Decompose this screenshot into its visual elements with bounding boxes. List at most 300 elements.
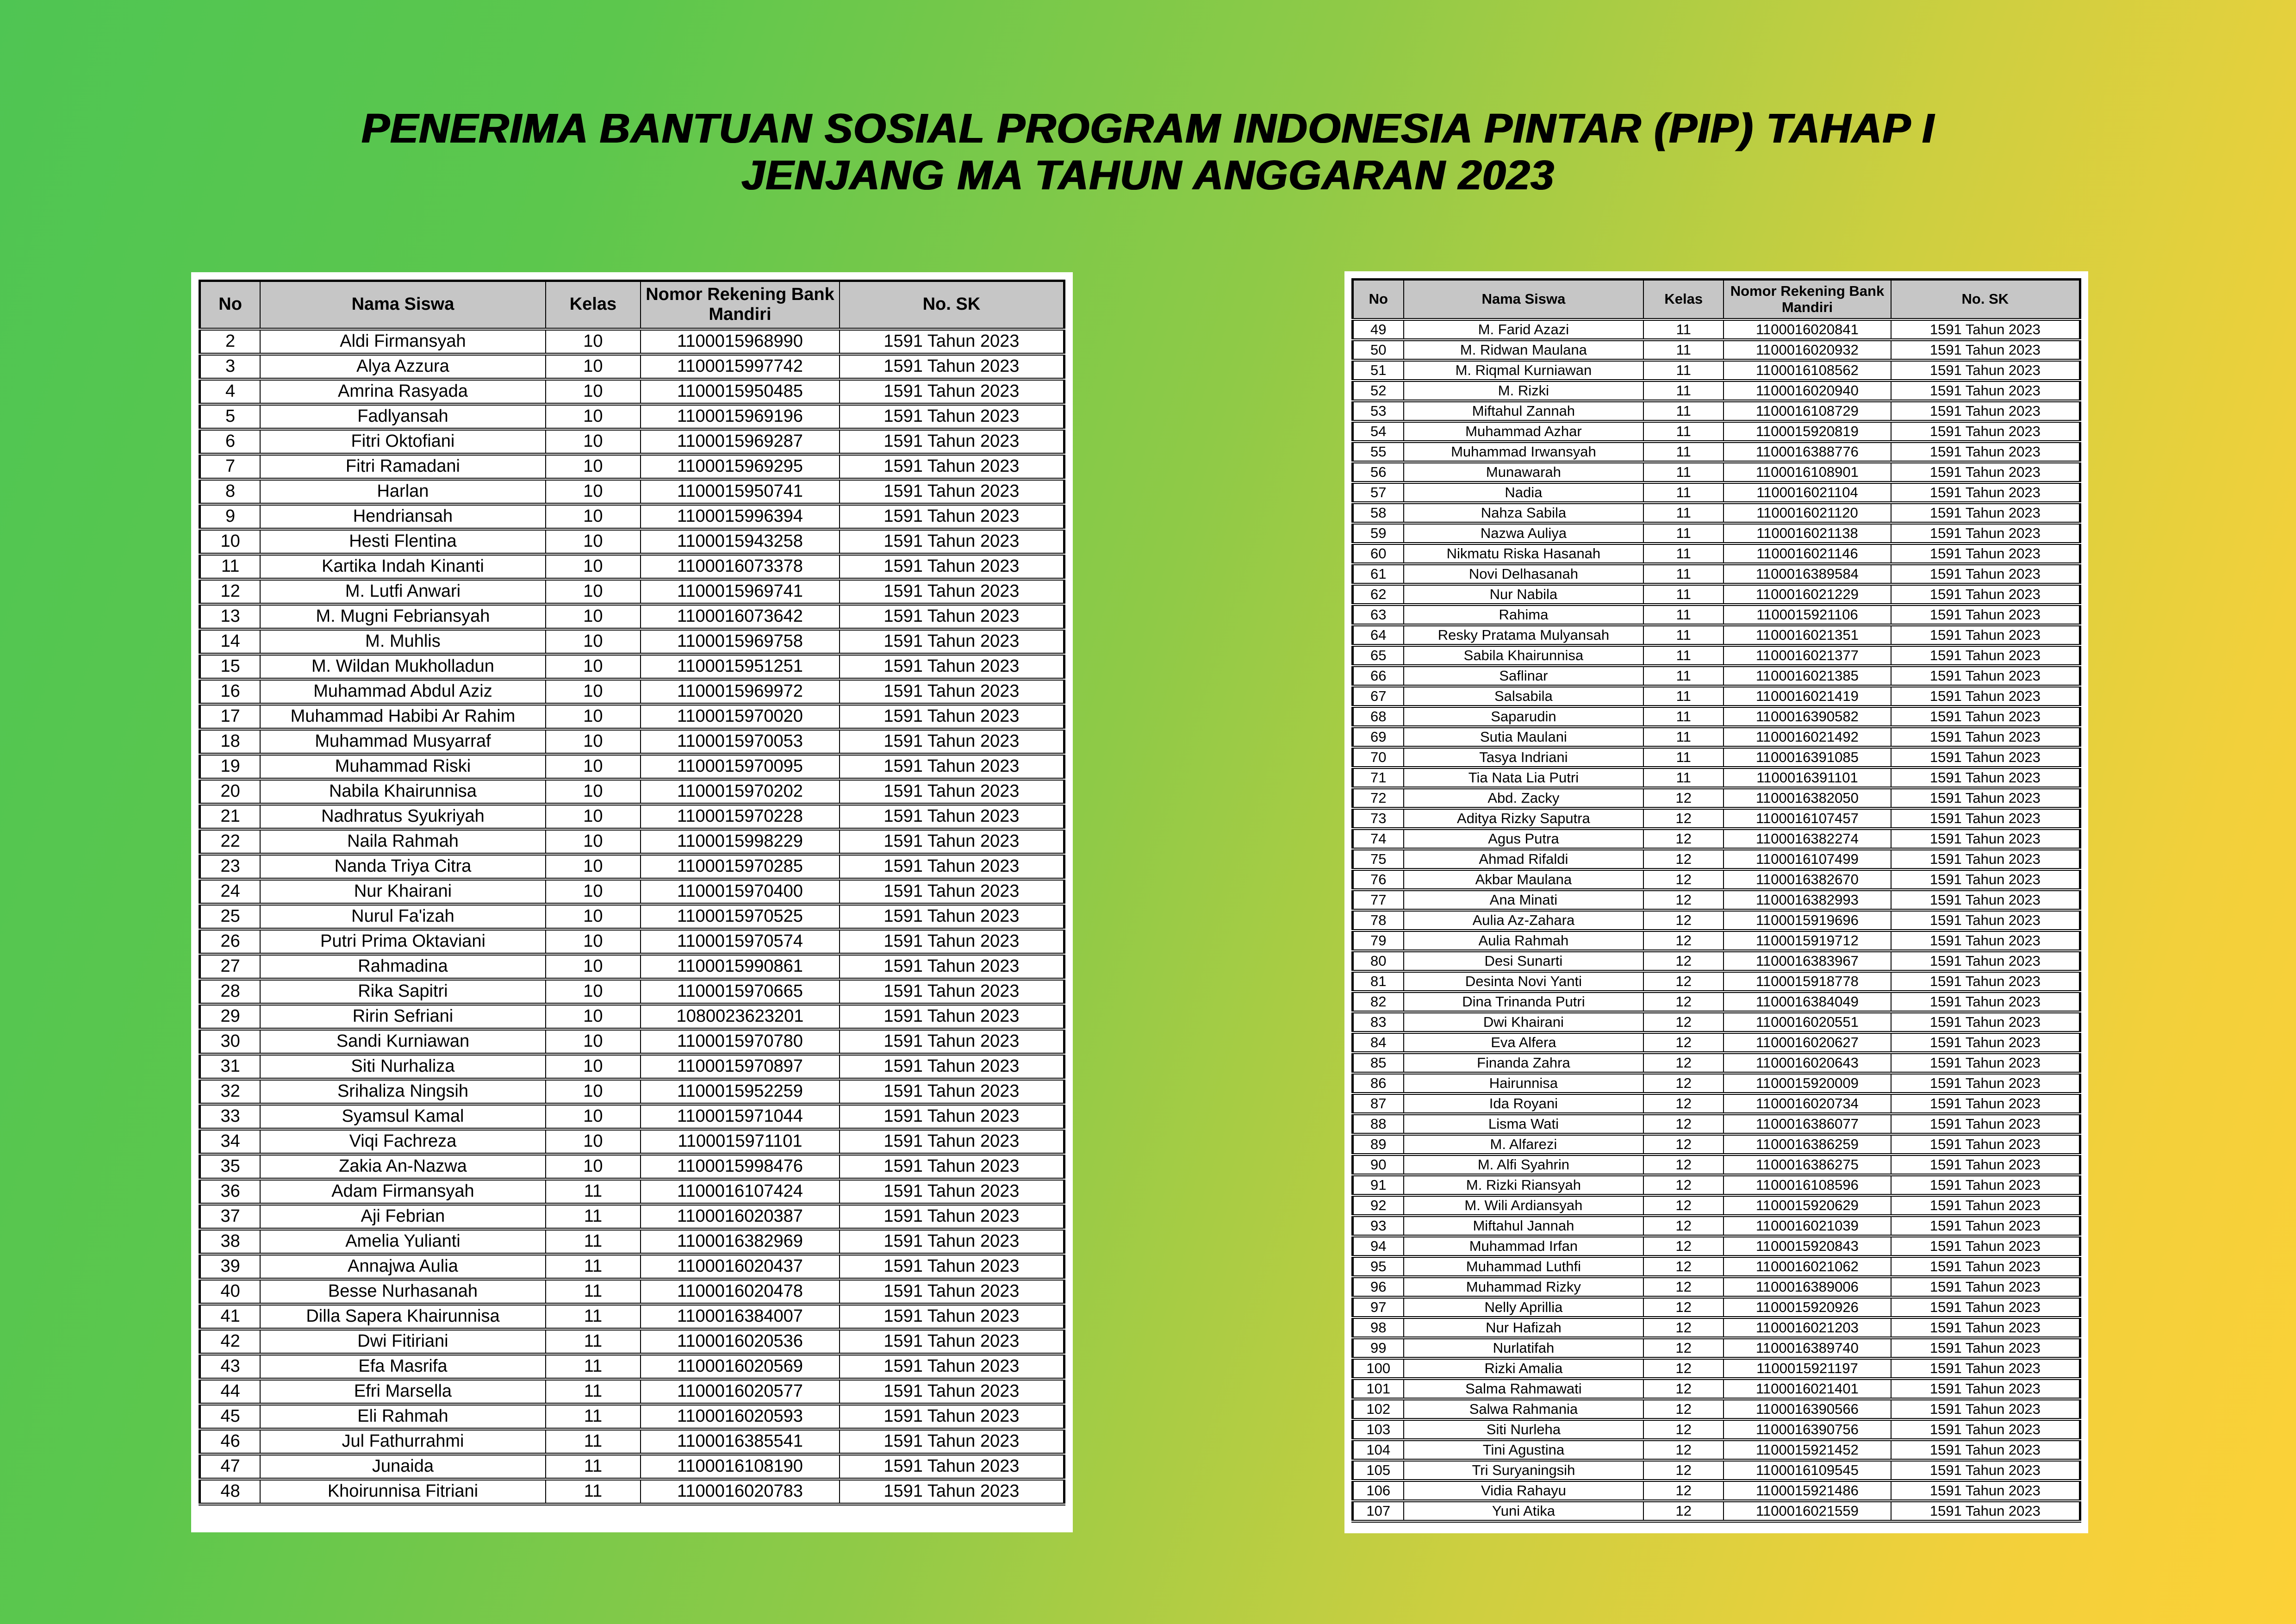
cell-kelas: 11 (1643, 706, 1724, 727)
cell-kelas: 11 (1643, 645, 1724, 666)
cell-no: 48 (200, 1479, 261, 1504)
cell-kelas: 11 (546, 1279, 641, 1304)
cell-rekening: 1100015970285 (641, 854, 840, 879)
cell-rekening: 1100016021104 (1724, 482, 1891, 503)
cell-sk: 1591 Tahun 2023 (840, 379, 1064, 404)
cell-no: 21 (200, 804, 261, 829)
cell-no: 28 (200, 979, 261, 1004)
cell-nama: Efri Marsella (260, 1379, 545, 1404)
table-row (1353, 482, 2080, 503)
cell-sk: 1591 Tahun 2023 (1891, 1155, 2080, 1175)
table-header-row (200, 281, 1064, 329)
cell-no: 38 (200, 1229, 261, 1254)
table-row (1353, 401, 2080, 421)
cell-no: 20 (200, 779, 261, 804)
cell-rekening: 1100016021203 (1724, 1318, 1891, 1338)
cell-nama: Muhammad Rizky (1404, 1277, 1644, 1297)
cell-rekening: 1100016021401 (1724, 1379, 1891, 1399)
cell-rekening: 1100016020627 (1724, 1032, 1891, 1053)
cell-sk: 1591 Tahun 2023 (840, 1379, 1064, 1404)
cell-rekening: 1100015921106 (1724, 605, 1891, 625)
cell-kelas: 11 (546, 1404, 641, 1429)
cell-nama: Nelly Aprillia (1404, 1297, 1644, 1318)
cell-sk: 1591 Tahun 2023 (1891, 523, 2080, 543)
cell-rekening: 1100016389006 (1724, 1277, 1891, 1297)
cell-kelas: 12 (1643, 1501, 1724, 1521)
table-row (1353, 768, 2080, 788)
cell-kelas: 10 (546, 729, 641, 754)
cell-nama: Muhammad Habibi Ar Rahim (260, 704, 545, 729)
cell-nama: Resky Pratama Mulyansah (1404, 625, 1644, 645)
cell-no: 69 (1353, 727, 1404, 747)
cell-nama: M. Wildan Mukholladun (260, 654, 545, 679)
cell-rekening: 1100016382670 (1724, 869, 1891, 890)
cell-nama: Siti Nurleha (1404, 1419, 1644, 1440)
cell-kelas: 12 (1643, 1114, 1724, 1134)
cell-no: 96 (1353, 1277, 1404, 1297)
cell-nama: Junaida (260, 1454, 545, 1479)
table-row (1353, 1032, 2080, 1053)
cell-nama: Nahza Sabila (1404, 503, 1644, 523)
table-row (200, 1104, 1064, 1129)
cell-nama: Novi Delhasanah (1404, 564, 1644, 584)
cell-sk: 1591 Tahun 2023 (840, 679, 1064, 704)
table-row (200, 1229, 1064, 1254)
table-row (1353, 442, 2080, 462)
cell-rekening: 1100015969295 (641, 454, 840, 479)
cell-rekening: 1100016073378 (641, 554, 840, 579)
cell-rekening: 1100015970665 (641, 979, 840, 1004)
cell-rekening: 1100015970780 (641, 1029, 840, 1054)
table-row (1353, 584, 2080, 605)
cell-nama: Aldi Firmansyah (260, 329, 545, 354)
cell-rekening: 1100016021492 (1724, 727, 1891, 747)
table-row (200, 454, 1064, 479)
cell-no: 29 (200, 1004, 261, 1029)
cell-rekening: 1100015970897 (641, 1054, 840, 1079)
cell-kelas: 12 (1643, 1318, 1724, 1338)
cell-kelas: 12 (1643, 890, 1724, 910)
cell-sk: 1591 Tahun 2023 (840, 429, 1064, 454)
table-row (200, 529, 1064, 554)
cell-sk: 1591 Tahun 2023 (840, 1454, 1064, 1479)
cell-rekening: 1100016385541 (641, 1429, 840, 1454)
cell-rekening: 1080023623201 (641, 1004, 840, 1029)
cell-no: 93 (1353, 1216, 1404, 1236)
cell-no: 2 (200, 329, 261, 354)
cell-kelas: 11 (1643, 360, 1724, 381)
cell-rekening: 1100015950485 (641, 379, 840, 404)
table-row (1353, 1216, 2080, 1236)
cell-no: 101 (1353, 1379, 1404, 1399)
cell-no: 92 (1353, 1195, 1404, 1216)
table-row (200, 929, 1064, 954)
column-header-kelas: Kelas (1643, 280, 1724, 319)
cell-sk: 1591 Tahun 2023 (1891, 1480, 2080, 1501)
cell-nama: Dwi Fitiriani (260, 1329, 545, 1354)
table-row (200, 504, 1064, 529)
cell-nama: Kartika Indah Kinanti (260, 554, 545, 579)
cell-nama: M. Ridwan Maulana (1404, 340, 1644, 360)
cell-rekening: 1100016386077 (1724, 1114, 1891, 1134)
cell-no: 71 (1353, 768, 1404, 788)
cell-kelas: 10 (546, 1054, 641, 1079)
cell-rekening: 1100016384007 (641, 1304, 840, 1329)
cell-no: 32 (200, 1079, 261, 1104)
cell-nama: Sabila Khairunnisa (1404, 645, 1644, 666)
cell-no: 56 (1353, 462, 1404, 482)
cell-rekening: 1100015998229 (641, 829, 840, 854)
cell-nama: Sutia Maulani (1404, 727, 1644, 747)
cell-no: 30 (200, 1029, 261, 1054)
cell-sk: 1591 Tahun 2023 (1891, 1256, 2080, 1277)
cell-no: 47 (200, 1454, 261, 1479)
cell-kelas: 11 (546, 1329, 641, 1354)
cell-nama: Sandi Kurniawan (260, 1029, 545, 1054)
table-row (200, 579, 1064, 604)
cell-sk: 1591 Tahun 2023 (840, 1479, 1064, 1504)
cell-nama: Nikmatu Riska Hasanah (1404, 543, 1644, 564)
table-row (200, 1154, 1064, 1179)
table-row (1353, 1399, 2080, 1419)
column-header-sk: No. SK (1891, 280, 2080, 319)
cell-nama: Nazwa Auliya (1404, 523, 1644, 543)
table-row (1353, 462, 2080, 482)
cell-sk: 1591 Tahun 2023 (1891, 1053, 2080, 1073)
cell-no: 68 (1353, 706, 1404, 727)
cell-rekening: 1100016389740 (1724, 1338, 1891, 1358)
pip-table-left (199, 280, 1065, 1505)
cell-kelas: 10 (546, 1129, 641, 1154)
table-row (200, 1054, 1064, 1079)
cell-sk: 1591 Tahun 2023 (840, 829, 1064, 854)
cell-kelas: 12 (1643, 931, 1724, 951)
cell-kelas: 10 (546, 754, 641, 779)
cell-rekening: 1100016108729 (1724, 401, 1891, 421)
cell-no: 19 (200, 754, 261, 779)
cell-kelas: 11 (546, 1254, 641, 1279)
cell-sk: 1591 Tahun 2023 (840, 704, 1064, 729)
table-row (200, 654, 1064, 679)
cell-rekening: 1100015997742 (641, 354, 840, 379)
cell-sk: 1591 Tahun 2023 (840, 579, 1064, 604)
cell-rekening: 1100016107424 (641, 1179, 840, 1204)
cell-sk: 1591 Tahun 2023 (1891, 1277, 2080, 1297)
table-row (1353, 1501, 2080, 1521)
cell-rekening: 1100016020932 (1724, 340, 1891, 360)
cell-sk: 1591 Tahun 2023 (1891, 645, 2080, 666)
cell-sk: 1591 Tahun 2023 (1891, 747, 2080, 768)
cell-no: 25 (200, 904, 261, 929)
cell-sk: 1591 Tahun 2023 (840, 904, 1064, 929)
table-row (200, 754, 1064, 779)
cell-rekening: 1100016382969 (641, 1229, 840, 1254)
cell-nama: Nur Nabila (1404, 584, 1644, 605)
cell-kelas: 10 (546, 904, 641, 929)
cell-no: 45 (200, 1404, 261, 1429)
cell-nama: Rahima (1404, 605, 1644, 625)
table-row (1353, 829, 2080, 849)
cell-sk: 1591 Tahun 2023 (1891, 421, 2080, 442)
cell-rekening: 1100016020577 (641, 1379, 840, 1404)
cell-sk: 1591 Tahun 2023 (840, 1054, 1064, 1079)
cell-no: 72 (1353, 788, 1404, 808)
cell-rekening: 1100016020841 (1724, 319, 1891, 340)
cell-no: 97 (1353, 1297, 1404, 1318)
cell-kelas: 12 (1643, 1175, 1724, 1195)
cell-sk: 1591 Tahun 2023 (840, 1229, 1064, 1254)
cell-no: 82 (1353, 992, 1404, 1012)
cell-rekening: 1100015970053 (641, 729, 840, 754)
cell-kelas: 12 (1643, 1073, 1724, 1093)
cell-rekening: 1100016021377 (1724, 645, 1891, 666)
cell-no: 23 (200, 854, 261, 879)
page-title (0, 106, 2296, 199)
cell-nama: Lisma Wati (1404, 1114, 1644, 1134)
cell-kelas: 10 (546, 954, 641, 979)
table-row (1353, 503, 2080, 523)
cell-no: 3 (200, 354, 261, 379)
cell-rekening: 1100016021062 (1724, 1256, 1891, 1277)
cell-sk: 1591 Tahun 2023 (840, 1404, 1064, 1429)
cell-no: 54 (1353, 421, 1404, 442)
right-table-panel (1344, 271, 2088, 1533)
table-row (1353, 564, 2080, 584)
cell-no: 35 (200, 1154, 261, 1179)
table-row (1353, 1358, 2080, 1379)
column-header-nama: Nama Siswa (260, 281, 545, 329)
cell-no: 85 (1353, 1053, 1404, 1073)
cell-no: 31 (200, 1054, 261, 1079)
cell-sk: 1591 Tahun 2023 (840, 954, 1064, 979)
table-row (200, 1254, 1064, 1279)
column-header-no: No (200, 281, 261, 329)
cell-kelas: 12 (1643, 1216, 1724, 1236)
cell-no: 42 (200, 1329, 261, 1354)
cell-no: 62 (1353, 584, 1404, 605)
cell-sk: 1591 Tahun 2023 (1891, 808, 2080, 829)
cell-rekening: 1100015969758 (641, 629, 840, 654)
cell-sk: 1591 Tahun 2023 (840, 354, 1064, 379)
cell-nama: Agus Putra (1404, 829, 1644, 849)
table-row (1353, 381, 2080, 401)
cell-kelas: 10 (546, 1079, 641, 1104)
cell-sk: 1591 Tahun 2023 (1891, 1501, 2080, 1521)
cell-kelas: 12 (1643, 971, 1724, 992)
table-row (1353, 1073, 2080, 1093)
cell-rekening: 1100016391085 (1724, 747, 1891, 768)
cell-sk: 1591 Tahun 2023 (840, 1179, 1064, 1204)
cell-rekening: 1100015969196 (641, 404, 840, 429)
cell-nama: Yuni Atika (1404, 1501, 1644, 1521)
cell-kelas: 11 (1643, 340, 1724, 360)
cell-no: 41 (200, 1304, 261, 1329)
cell-rekening: 1100016021229 (1724, 584, 1891, 605)
cell-no: 107 (1353, 1501, 1404, 1521)
cell-kelas: 10 (546, 404, 641, 429)
cell-nama: M. Rizki (1404, 381, 1644, 401)
cell-nama: M. Wili Ardiansyah (1404, 1195, 1644, 1216)
cell-no: 7 (200, 454, 261, 479)
cell-kelas: 12 (1643, 1419, 1724, 1440)
cell-no: 44 (200, 1379, 261, 1404)
cell-no: 26 (200, 929, 261, 954)
cell-kelas: 10 (546, 529, 641, 554)
cell-kelas: 11 (1643, 747, 1724, 768)
cell-kelas: 12 (1643, 1440, 1724, 1460)
column-header-nama: Nama Siswa (1404, 280, 1644, 319)
cell-sk: 1591 Tahun 2023 (1891, 1379, 2080, 1399)
cell-rekening: 1100015919712 (1724, 931, 1891, 951)
cell-nama: Khoirunnisa Fitriani (260, 1479, 545, 1504)
cell-nama: Nabila Khairunnisa (260, 779, 545, 804)
cell-no: 79 (1353, 931, 1404, 951)
table-row (1353, 849, 2080, 869)
cell-sk: 1591 Tahun 2023 (840, 779, 1064, 804)
cell-nama: Tini Agustina (1404, 1440, 1644, 1460)
cell-nama: Aulia Az-Zahara (1404, 910, 1644, 931)
cell-no: 40 (200, 1279, 261, 1304)
cell-no: 36 (200, 1179, 261, 1204)
cell-kelas: 10 (546, 854, 641, 879)
cell-kelas: 10 (546, 329, 641, 354)
table-row (200, 1129, 1064, 1154)
cell-kelas: 11 (1643, 462, 1724, 482)
cell-kelas: 10 (546, 454, 641, 479)
cell-sk: 1591 Tahun 2023 (840, 504, 1064, 529)
cell-kelas: 12 (1643, 910, 1724, 931)
column-header-sk: No. SK (840, 281, 1064, 329)
cell-nama: Ririn Sefriani (260, 1004, 545, 1029)
cell-sk: 1591 Tahun 2023 (840, 404, 1064, 429)
cell-rekening: 1100015970020 (641, 704, 840, 729)
cell-sk: 1591 Tahun 2023 (840, 1429, 1064, 1454)
cell-sk: 1591 Tahun 2023 (840, 1129, 1064, 1154)
table-row (1353, 1175, 2080, 1195)
cell-sk: 1591 Tahun 2023 (840, 654, 1064, 679)
cell-kelas: 11 (1643, 503, 1724, 523)
cell-rekening: 1100015970095 (641, 754, 840, 779)
cell-sk: 1591 Tahun 2023 (1891, 584, 2080, 605)
cell-nama: Nadhratus Syukriyah (260, 804, 545, 829)
table-row (1353, 666, 2080, 686)
cell-nama: Saflinar (1404, 666, 1644, 686)
cell-nama: Siti Nurhaliza (260, 1054, 545, 1079)
cell-kelas: 10 (546, 429, 641, 454)
cell-kelas: 11 (1643, 523, 1724, 543)
table-row (200, 1479, 1064, 1504)
cell-nama: Rahmadina (260, 954, 545, 979)
cell-nama: Abd. Zacky (1404, 788, 1644, 808)
table-row (1353, 1053, 2080, 1073)
cell-nama: Salma Rahmawati (1404, 1379, 1644, 1399)
cell-nama: Muhammad Abdul Aziz (260, 679, 545, 704)
cell-nama: Fitri Oktofiani (260, 429, 545, 454)
cell-kelas: 12 (1643, 1379, 1724, 1399)
cell-rekening: 1100016021419 (1724, 686, 1891, 706)
table-header-row (1353, 280, 2080, 319)
cell-nama: Dwi Khairani (1404, 1012, 1644, 1032)
cell-kelas: 11 (546, 1454, 641, 1479)
cell-sk: 1591 Tahun 2023 (1891, 482, 2080, 503)
cell-nama: Harlan (260, 479, 545, 504)
cell-no: 64 (1353, 625, 1404, 645)
cell-rekening: 1100016391101 (1724, 768, 1891, 788)
cell-no: 52 (1353, 381, 1404, 401)
cell-no: 100 (1353, 1358, 1404, 1379)
cell-nama: Besse Nurhasanah (260, 1279, 545, 1304)
cell-nama: Nurul Fa'izah (260, 904, 545, 929)
cell-rekening: 1100015968990 (641, 329, 840, 354)
cell-sk: 1591 Tahun 2023 (1891, 768, 2080, 788)
cell-rekening: 1100016382050 (1724, 788, 1891, 808)
cell-rekening: 1100016108190 (641, 1454, 840, 1479)
cell-rekening: 1100016020551 (1724, 1012, 1891, 1032)
cell-sk: 1591 Tahun 2023 (1891, 605, 2080, 625)
cell-no: 4 (200, 379, 261, 404)
cell-sk: 1591 Tahun 2023 (840, 554, 1064, 579)
cell-kelas: 12 (1643, 1195, 1724, 1216)
cell-no: 87 (1353, 1093, 1404, 1114)
table-row (200, 879, 1064, 904)
cell-kelas: 12 (1643, 869, 1724, 890)
cell-no: 106 (1353, 1480, 1404, 1501)
cell-rekening: 1100015920819 (1724, 421, 1891, 442)
cell-no: 102 (1353, 1399, 1404, 1419)
cell-no: 105 (1353, 1460, 1404, 1480)
cell-rekening: 1100015969287 (641, 429, 840, 454)
cell-kelas: 12 (1643, 1093, 1724, 1114)
left-table-panel (191, 272, 1073, 1532)
table-row (200, 804, 1064, 829)
cell-nama: Eli Rahmah (260, 1404, 545, 1429)
cell-kelas: 11 (1643, 482, 1724, 503)
cell-rekening: 1100016108562 (1724, 360, 1891, 381)
table-row (1353, 992, 2080, 1012)
cell-sk: 1591 Tahun 2023 (840, 879, 1064, 904)
cell-kelas: 10 (546, 1154, 641, 1179)
table-row (1353, 1297, 2080, 1318)
cell-nama: Fadlyansah (260, 404, 545, 429)
cell-no: 70 (1353, 747, 1404, 768)
table-row (200, 854, 1064, 879)
cell-rekening: 1100016108596 (1724, 1175, 1891, 1195)
cell-kelas: 11 (546, 1229, 641, 1254)
cell-rekening: 1100015969972 (641, 679, 840, 704)
cell-rekening: 1100016021039 (1724, 1216, 1891, 1236)
cell-rekening: 1100016020643 (1724, 1053, 1891, 1073)
cell-rekening: 1100016021138 (1724, 523, 1891, 543)
cell-kelas: 12 (1643, 1277, 1724, 1297)
cell-sk: 1591 Tahun 2023 (840, 1354, 1064, 1379)
cell-sk: 1591 Tahun 2023 (840, 604, 1064, 629)
table-row (1353, 808, 2080, 829)
cell-no: 53 (1353, 401, 1404, 421)
cell-nama: Amelia Yulianti (260, 1229, 545, 1254)
cell-kelas: 11 (1643, 319, 1724, 340)
cell-kelas: 10 (546, 554, 641, 579)
cell-no: 5 (200, 404, 261, 429)
cell-no: 81 (1353, 971, 1404, 992)
cell-rekening: 1100016073642 (641, 604, 840, 629)
cell-nama: Nur Hafizah (1404, 1318, 1644, 1338)
cell-nama: Nurlatifah (1404, 1338, 1644, 1358)
cell-rekening: 1100015970202 (641, 779, 840, 804)
table-row (1353, 625, 2080, 645)
cell-no: 9 (200, 504, 261, 529)
cell-nama: Miftahul Zannah (1404, 401, 1644, 421)
cell-no: 90 (1353, 1155, 1404, 1175)
